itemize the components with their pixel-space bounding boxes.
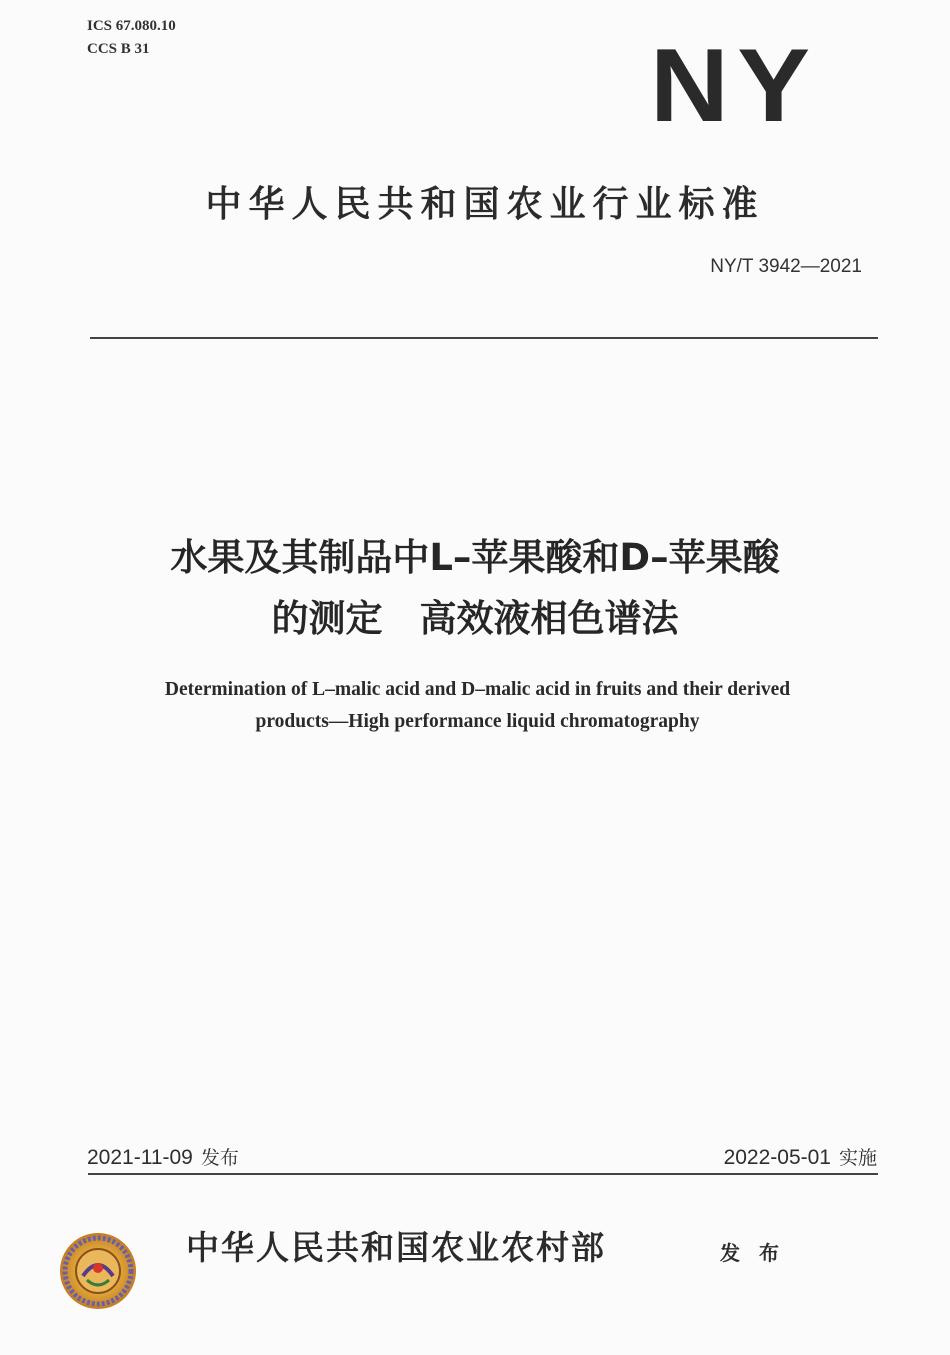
issue-label: 发布 xyxy=(200,1147,239,1169)
implementation-date-block xyxy=(724,1143,877,1170)
english-title-line-1: Determination of L–malic acid and D–malic acid in fruits and their derived xyxy=(164,679,791,700)
ministry-seal-icon xyxy=(59,1232,137,1310)
ics-code: ICS 67.080.10 xyxy=(87,18,176,34)
implementation-date: 2022-05-01 xyxy=(723,1146,831,1169)
bottom-divider xyxy=(88,1173,878,1175)
publish-label: 发 布 xyxy=(720,1241,785,1265)
ny-logo: NY xyxy=(650,28,819,144)
issue-date-block xyxy=(87,1143,239,1170)
issuing-ministry: 中华人民共和国农业农村部 xyxy=(186,1228,606,1267)
top-divider xyxy=(90,337,878,339)
ccs-code: CCS B 31 xyxy=(87,41,150,57)
chinese-title-line-2: 的测定 高效液相色谱法 xyxy=(271,597,679,640)
standard-category-title: 中华人民共和国农业行业标准 xyxy=(205,184,765,225)
issue-date: 2021-11-09 xyxy=(87,1146,193,1169)
chinese-title-line-1: 水果及其制品中L–苹果酸和D–苹果酸 xyxy=(170,536,780,579)
english-title-line-2: products—High performance liquid chromatography xyxy=(255,711,700,732)
standard-number: NY/T 3942—2021 xyxy=(710,256,862,277)
implementation-label: 实施 xyxy=(838,1147,877,1169)
